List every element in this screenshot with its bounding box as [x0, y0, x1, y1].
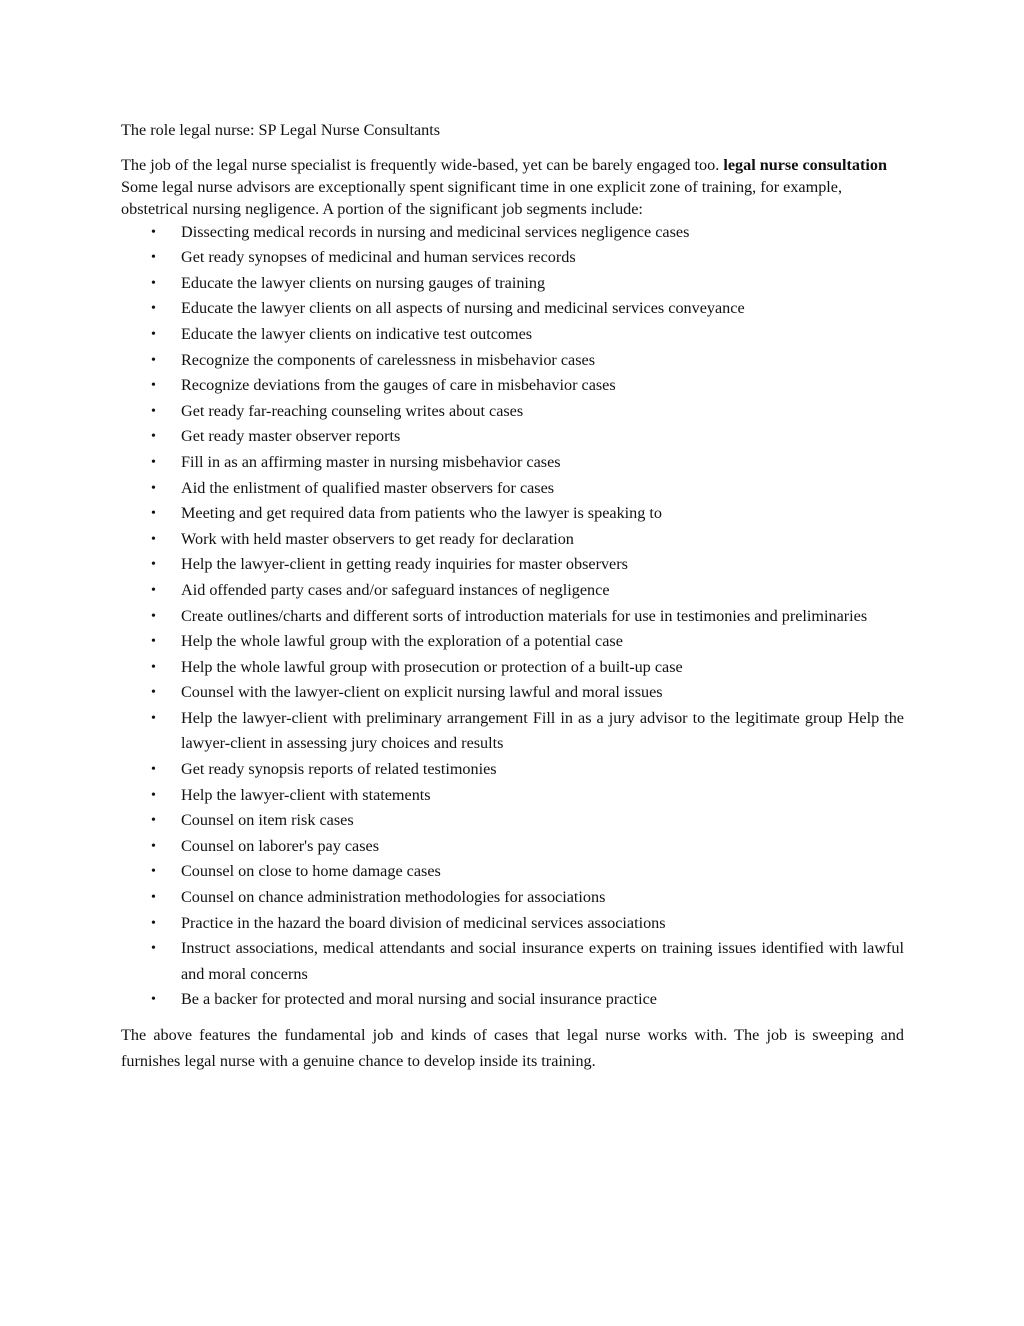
list-item-text: Help the lawyer-client with preliminary arrangement Fill in as a jury advisor to the legitimate group Help the lawyer-client in assessing jury choices and results — [181, 708, 904, 753]
list-item — [121, 706, 904, 757]
bullet-icon: • — [151, 378, 156, 394]
intro-paragraph — [121, 154, 904, 220]
list-item-text: Get ready synopsis reports of related testimonies — [181, 760, 497, 779]
list-item — [121, 680, 904, 706]
list-item — [121, 629, 904, 655]
bullet-icon: • — [151, 275, 156, 291]
list-item-text: Fill in as an affirming master in nursing misbehavior cases — [181, 452, 561, 471]
closing-paragraph: The above features the fundamental job and kinds of cases that legal nurse works with. The job is sweeping and furnishes legal nurse with a genuine chance to develop inside its training. — [121, 1026, 904, 1070]
list-item — [121, 936, 904, 987]
list-item — [121, 245, 904, 271]
intro-text-before: The job of the legal nurse specialist is frequently wide-based, yet can be barely engaged too. — [121, 155, 724, 174]
bullet-icon: • — [151, 224, 156, 240]
list-item-text: Counsel on laborer's pay cases — [181, 836, 380, 855]
bullet-icon: • — [151, 685, 156, 701]
list-item — [121, 476, 904, 502]
document-title: The role legal nurse: SP Legal Nurse Consultants — [121, 121, 441, 139]
bullet-icon: • — [151, 864, 156, 880]
list-item — [121, 348, 904, 374]
list-item-text: Educate the lawyer clients on indicative test outcomes — [181, 324, 533, 343]
list-item-text: Aid the enlistment of qualified master observers for cases — [181, 478, 555, 497]
list-item — [121, 552, 904, 578]
list-item — [121, 834, 904, 860]
bullet-icon: • — [151, 352, 156, 368]
list-item-text: Counsel with the lawyer-client on explicit nursing lawful and moral issues — [181, 683, 663, 702]
list-item-text: Educate the lawyer clients on all aspects of nursing and medicinal services conveyance — [181, 299, 745, 318]
list-item-text: Help the lawyer-client with statements — [181, 785, 431, 804]
list-item — [121, 885, 904, 911]
list-item-text: Get ready master observer reports — [181, 427, 401, 446]
document-page — [121, 118, 904, 1074]
list-item-text: Counsel on chance administration methodologies for associations — [181, 888, 606, 907]
list-item-text: Recognize the components of carelessness in misbehavior cases — [181, 350, 595, 369]
list-item — [121, 757, 904, 783]
list-item — [121, 911, 904, 937]
list-item — [121, 322, 904, 348]
list-item-text: Recognize deviations from the gauges of care in misbehavior cases — [181, 376, 616, 395]
bullet-icon: • — [151, 480, 156, 496]
bullet-icon: • — [151, 838, 156, 854]
list-item-text: Counsel on close to home damage cases — [181, 862, 441, 881]
bullet-icon: • — [151, 608, 156, 624]
bullet-icon: • — [151, 941, 156, 957]
intro-text-after: Some legal nurse advisors are exceptionally spent significant time in one explicit zone of training, for example, obstetrical nursing negligence. A portion of the significant job segments include: — [121, 177, 843, 218]
bullet-icon: • — [151, 454, 156, 470]
list-item-text: Work with held master observers to get ready for declaration — [181, 529, 574, 548]
list-item — [121, 424, 904, 450]
list-item-text: Help the whole lawful group with prosecution or protection of a built-up case — [181, 657, 683, 676]
bullet-icon: • — [151, 582, 156, 598]
list-item-text: Get ready far-reaching counseling writes about cases — [181, 401, 524, 420]
list-item — [121, 220, 904, 246]
bullet-icon: • — [151, 659, 156, 675]
list-item-text: Meeting and get required data from patients who the lawyer is speaking to — [181, 504, 662, 523]
list-item — [121, 373, 904, 399]
list-item-text: Counsel on item risk cases — [181, 811, 354, 830]
bullet-icon: • — [151, 787, 156, 803]
list-item — [121, 296, 904, 322]
bullet-icon: • — [151, 250, 156, 266]
bullet-icon: • — [151, 429, 156, 445]
list-item — [121, 604, 904, 630]
list-item — [121, 859, 904, 885]
bullet-icon: • — [151, 890, 156, 906]
list-item — [121, 501, 904, 527]
list-item — [121, 783, 904, 809]
list-item-text: Help the lawyer-client in getting ready inquiries for master observers — [181, 555, 628, 574]
bullet-icon: • — [151, 506, 156, 522]
list-item — [121, 271, 904, 297]
list-item — [121, 399, 904, 425]
list-item-text: Get ready synopses of medicinal and human services records — [181, 248, 576, 267]
list-item-text: Dissecting medical records in nursing and medicinal services negligence cases — [181, 222, 690, 241]
list-item-text: Help the whole lawful group with the exploration of a potential case — [181, 632, 623, 651]
bullet-icon: • — [151, 813, 156, 829]
bullet-icon: • — [151, 710, 156, 726]
job-segments-list — [121, 220, 904, 1013]
list-item — [121, 578, 904, 604]
bullet-icon: • — [151, 915, 156, 931]
list-item — [121, 450, 904, 476]
list-item-text: Educate the lawyer clients on nursing gauges of training — [181, 273, 546, 292]
list-item-text: Practice in the hazard the board division of medicinal services associations — [181, 913, 666, 932]
list-item-text: Create outlines/charts and different sorts of introduction materials for use in testimonies and preliminaries — [181, 606, 868, 625]
bullet-icon: • — [151, 403, 156, 419]
bullet-icon: • — [151, 301, 156, 317]
list-item — [121, 655, 904, 681]
list-item — [121, 808, 904, 834]
list-item — [121, 987, 904, 1013]
bullet-icon: • — [151, 326, 156, 342]
list-item — [121, 527, 904, 553]
intro-bold-link-text: legal nurse consultation — [723, 155, 888, 174]
bullet-icon: • — [151, 634, 156, 650]
bullet-icon: • — [151, 531, 156, 547]
bullet-icon: • — [151, 762, 156, 778]
bullet-icon: • — [151, 557, 156, 573]
bullet-icon: • — [151, 992, 156, 1008]
list-item-text: Aid offended party cases and/or safeguard instances of negligence — [181, 580, 610, 599]
list-item-text: Be a backer for protected and moral nursing and social insurance practice — [181, 990, 657, 1009]
list-item-text: Instruct associations, medical attendants and social insurance experts on training issues identified with lawful and moral concerns — [181, 939, 904, 983]
